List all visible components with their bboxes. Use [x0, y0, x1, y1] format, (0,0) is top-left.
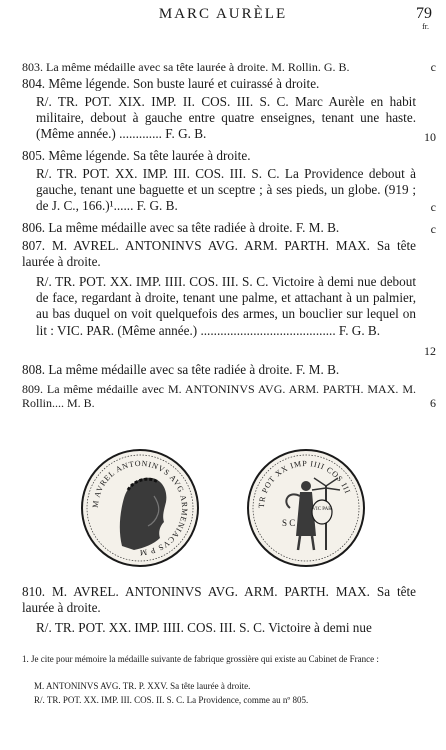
coin-obverse-legend: M AVREL ANTONINVS AVG ARMENIACVS P M — [90, 458, 190, 558]
entry-805-reverse: R/. TR. POT. XX. IMP. III. COS. III. S. C. La Providence debout à gauche, tenant une baguette et un sceptre ; à ses pieds, un globe. (919 ; de J. C., 166.)¹...... F. G. B. — [36, 166, 416, 214]
margin-value: 10 — [424, 130, 436, 144]
entry-809: 809. La même médaille avec M. ANTONINVS AVG. ARM. PARTH. MAX. M. Rollin.... M. B. — [22, 382, 416, 410]
entry-810-reverse: R/. TR. POT. XX. IMP. IIII. COS. III. S. C. Victoire à demi nue — [36, 620, 372, 635]
shield — [312, 500, 332, 524]
margin-value: 6 — [430, 396, 436, 410]
shield-text: VIC PAR — [312, 507, 332, 512]
margin-value: c — [430, 200, 436, 214]
footnote-1: 1. Je cite pour mémoire la médaille suivante de fabrique grossière qui existe au Cabinet de France : — [22, 654, 379, 664]
entry-804: 804. Même légende. Son buste lauré et cuirassé à droite. — [22, 76, 320, 91]
coin-obverse — [82, 450, 198, 566]
reverse-field-letters: S C — [282, 518, 296, 528]
coin-reverse-legend: TR POT XX IMP IIII COS III — [256, 458, 353, 509]
entry-803: 803. La même médaille avec sa tête laurée à droite. M. Rollin. G. B. — [22, 60, 350, 74]
entry-805: 805. Même légende. Sa tête laurée à droite. — [22, 148, 251, 163]
margin-value: c — [430, 222, 436, 236]
footnote-1-reverse: R/. TR. POT. XX. IMP. III. COS. II. S. C. La Providence, comme au nº 805. — [34, 695, 309, 705]
page-note: fr. — [422, 22, 429, 31]
entry-806: 806. La même médaille avec sa tête radiée à droite. F. M. B. — [22, 220, 340, 235]
entry-804-reverse: R/. TR. POT. XIX. IMP. II. COS. III. S. C. Marc Aurèle en habit militaire, debout à gauche entre quatre enseignes, tenant une haste. (Même année.) ............. F. G. B. — [36, 94, 416, 142]
running-title: MARC AURÈLE — [158, 6, 288, 22]
entry-810: 810. M. AVREL. ANTONINVS AVG. ARM. PARTH. MAX. Sa tête laurée à droite. — [22, 584, 416, 616]
entry-807: 807. M. AVREL. ANTONINVS AVG. ARM. PARTH. MAX. Sa tête laurée à droite. — [22, 238, 416, 270]
coin-illustration — [78, 446, 368, 570]
footnote-1-obverse: M. ANTONINVS AVG. TR. P. XXV. Sa tête laurée à droite. — [34, 681, 251, 691]
page-number: 79 — [416, 5, 432, 22]
entry-807-reverse: R/. TR. POT. XX. IMP. IIII. COS. III. S. C. Victoire à demi nue debout de face, regardant à droite, tenant une palme, et attachant à un palmier, au bas duquel on voit quelquefois des armes, un bouclier sur lequel on lit : VIC. PAR. (Même année.) ......................................... F. G. B. — [36, 274, 416, 338]
entry-808: 808. La même médaille avec sa tête radiée à droite. F. M. B. — [22, 362, 340, 377]
margin-value: 12 — [424, 344, 436, 358]
coin-reverse — [248, 450, 364, 566]
margin-value: c — [430, 60, 436, 74]
